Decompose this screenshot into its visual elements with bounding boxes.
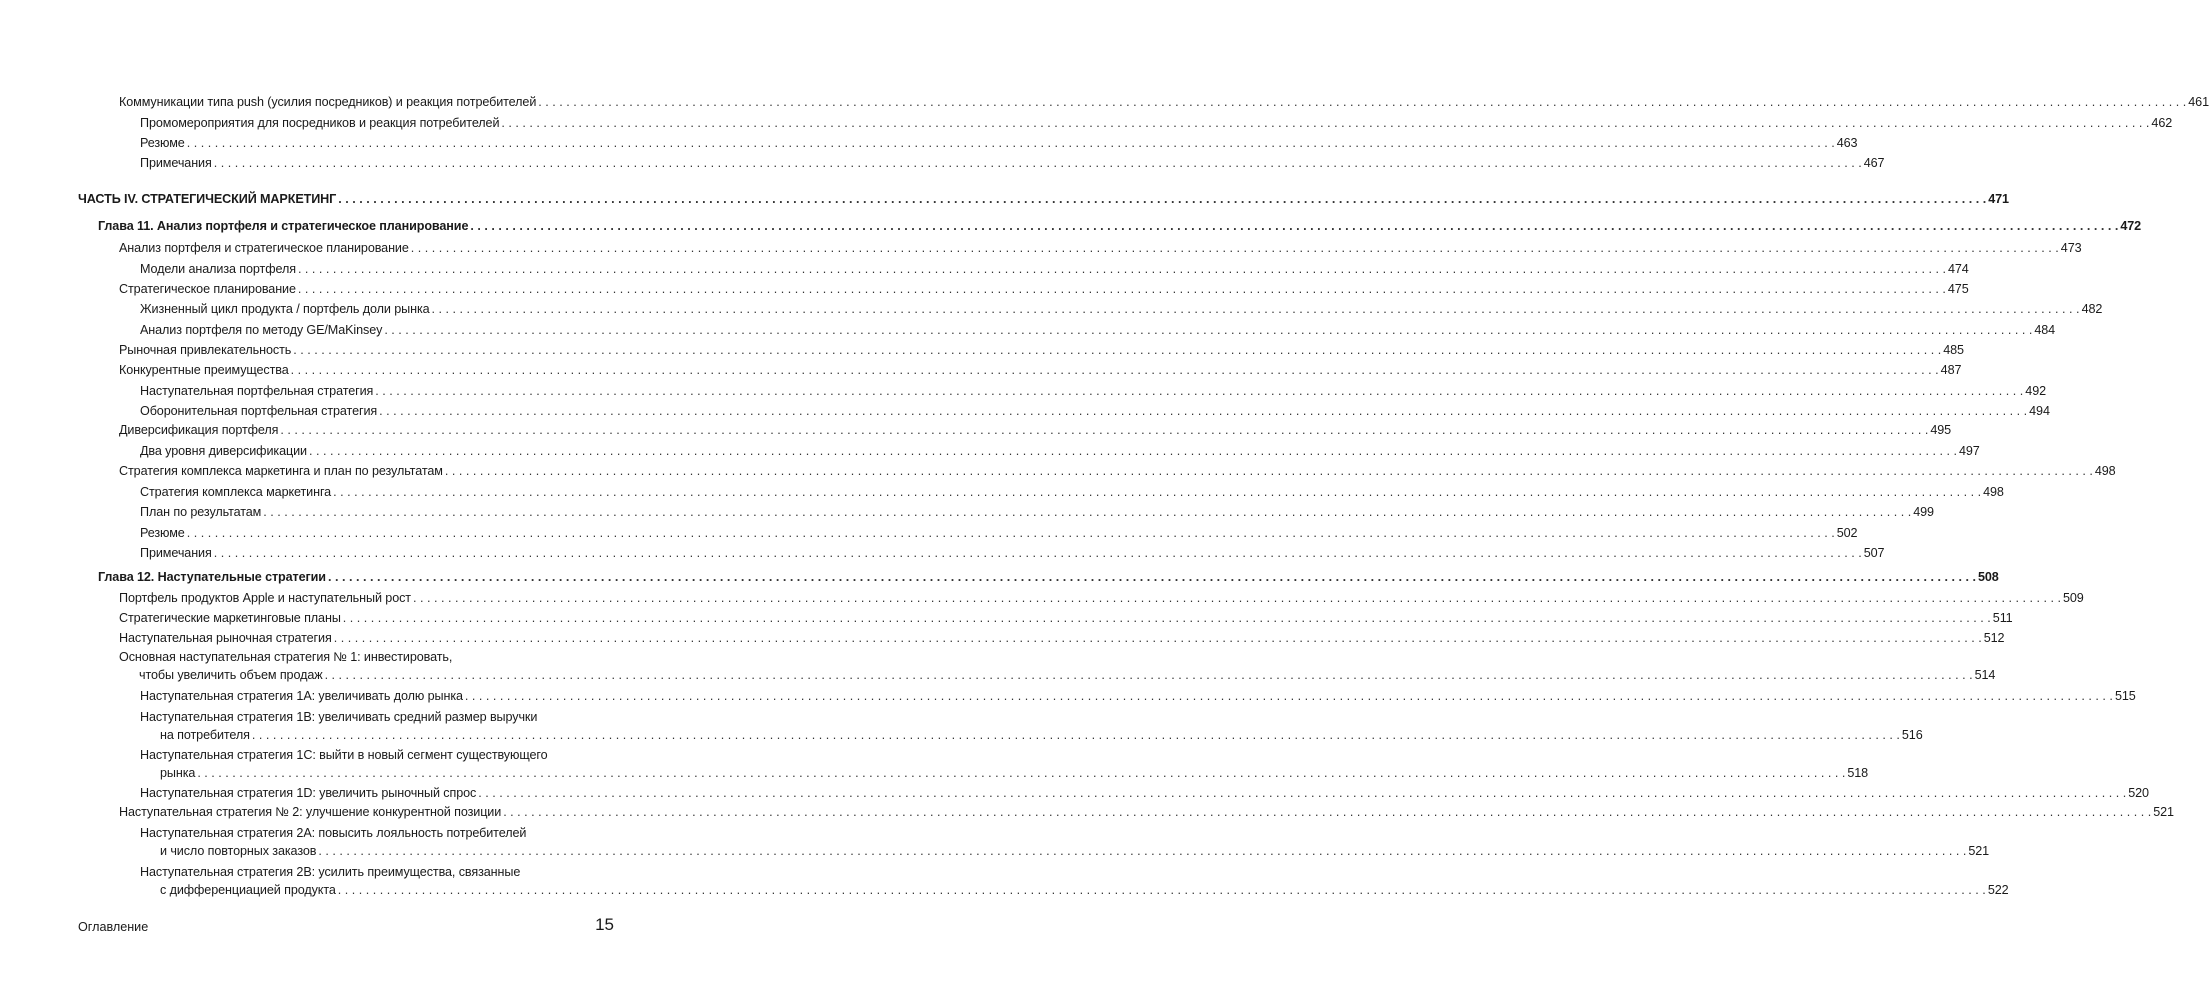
toc-page-number: 522 (1987, 883, 2009, 897)
toc-entry-title: Рыночная привлекательность (119, 343, 292, 357)
toc-page-number: 472 (2120, 219, 2142, 233)
toc-entry-title: Стратегия комплекса маркетинга (140, 485, 332, 499)
toc-page-number: 520 (2128, 786, 2149, 800)
dot-leader (334, 631, 1982, 646)
toc-entry[interactable] (119, 363, 1962, 378)
toc-page-number: 499 (1913, 505, 1934, 519)
toc-entry[interactable] (140, 546, 1885, 561)
toc-entry-title: План по результатам (140, 505, 262, 519)
toc-entry-title: Два уровня диверсификации (140, 444, 307, 458)
toc-page-number: 509 (2062, 591, 2084, 605)
toc-entry[interactable] (119, 343, 1964, 358)
dot-leader (470, 219, 2118, 234)
dot-leader (318, 844, 1966, 859)
toc-entry[interactable] (140, 136, 1858, 151)
toc-entry[interactable] (140, 262, 1969, 277)
toc-entry-title: Оборонительная портфельная стратегия (140, 404, 378, 418)
toc-entry-title: Глава 12. Наступательные стратегии (98, 570, 326, 584)
toc-entry-title: Стратегия комплекса маркетинга и план по результатам (119, 464, 443, 478)
toc-entry-title: Диверсификация портфеля (119, 423, 279, 437)
toc-entry[interactable] (119, 591, 2084, 606)
toc-page-number: 494 (2029, 404, 2050, 418)
dot-leader (291, 363, 1939, 378)
toc-entry[interactable] (119, 282, 1969, 297)
dot-leader (325, 668, 1973, 683)
toc-page-number: 463 (1836, 136, 1858, 150)
toc-page-number: 487 (1940, 363, 1962, 377)
dot-leader (293, 343, 1941, 358)
toc-entry[interactable] (119, 241, 2082, 256)
toc-entry-title: ЧАСТЬ IV. СТРАТЕГИЧЕСКИЙ МАРКЕТИНГ (78, 192, 337, 206)
dot-leader (187, 136, 1835, 151)
toc-page-number: 462 (2151, 116, 2173, 130)
toc-entry[interactable] (140, 116, 2173, 131)
toc-entry[interactable] (140, 786, 2149, 801)
toc-page-number: 484 (2034, 323, 2056, 337)
toc-entry[interactable] (160, 766, 1869, 781)
dot-leader (187, 526, 1835, 541)
toc-page-number: 498 (2094, 464, 2116, 478)
toc-entry[interactable] (78, 192, 2009, 207)
toc-entry-title: Анализ портфеля и стратегическое планирование (119, 241, 409, 255)
toc-entry[interactable] (140, 156, 1885, 171)
toc-entry[interactable] (140, 384, 2047, 399)
toc-page-number: 471 (1988, 192, 2009, 206)
toc-entry-title: Коммуникации типа push (усилия посредников) и реакция потребителей (119, 95, 537, 109)
toc-page-number: 461 (2188, 95, 2209, 109)
toc-entry-title: Резюме (140, 526, 185, 540)
toc-page-number: 467 (1863, 156, 1885, 170)
toc-entry[interactable] (119, 95, 2209, 110)
page-number: 15 (595, 915, 614, 934)
dot-leader (252, 728, 1900, 743)
toc-page-number: 497 (1958, 444, 1980, 458)
dot-leader (503, 805, 2151, 820)
toc-entry-title: Примечания (140, 546, 212, 560)
footer-label: Оглавление (78, 920, 149, 934)
dot-leader (263, 505, 1911, 520)
dot-leader (501, 116, 2149, 131)
toc-entry-title: Примечания (140, 156, 212, 170)
toc-page-number: 511 (1992, 611, 2013, 625)
toc-entry-title: и число повторных заказов (160, 844, 317, 858)
dot-leader (328, 570, 1976, 585)
toc-entry[interactable] (119, 423, 1952, 438)
toc-page-number: 521 (1968, 844, 1990, 858)
toc-entry-title: на потребителя (160, 728, 250, 742)
dot-leader (432, 302, 2080, 317)
dot-leader (465, 689, 2113, 704)
toc-entry-title: Стратегическое планирование (119, 282, 296, 296)
toc-page-number: 514 (1974, 668, 1996, 682)
toc-page-number: 498 (1983, 485, 2004, 499)
toc-entry-title: Анализ портфеля по методу GE/MaKinsey (140, 323, 383, 337)
dot-leader (338, 883, 1986, 898)
dot-leader (197, 766, 1845, 781)
toc-entry[interactable] (140, 323, 2056, 338)
toc-entry-title: Портфель продуктов Apple и наступательный рост (119, 591, 411, 605)
toc-entry[interactable] (140, 505, 1934, 520)
toc-page-number: 485 (1943, 343, 1964, 357)
toc-entry-title: Наступательная рыночная стратегия (119, 631, 332, 645)
toc-page-number: 482 (2081, 302, 2103, 316)
toc-entry-title: Конкурентные преимущества (119, 363, 289, 377)
toc-entry-title: Наступательная стратегия 1А: увеличивать долю рынка (140, 689, 463, 703)
dot-leader (379, 404, 2027, 419)
toc-entry-title: с дифференциацией продукта (160, 883, 336, 897)
toc-entry[interactable] (140, 444, 1980, 459)
toc-page-number: 518 (1847, 766, 1869, 780)
toc-page-number: 508 (1977, 570, 1999, 584)
toc-entry-title: Наступательная стратегия № 2: улучшение конкурентной позиции (119, 805, 502, 819)
dot-leader (338, 192, 1986, 207)
toc-entry-title: Наступательная портфельная стратегия (140, 384, 374, 398)
toc-entry[interactable] (140, 485, 2004, 500)
toc-entry[interactable] (119, 464, 2116, 479)
toc-page-number: 516 (1901, 728, 1923, 742)
toc-entry[interactable] (160, 844, 1990, 859)
dot-leader (375, 384, 2023, 399)
dot-leader (445, 464, 2093, 479)
toc-entry-text-line1: Наступательная стратегия 2В: усилить преимущества, связанные (140, 865, 521, 879)
toc-entry-title: рынка (160, 766, 196, 780)
toc-page-number: 507 (1863, 546, 1885, 560)
toc-entry-title: Жизненный цикл продукта / портфель доли рынка (140, 302, 430, 316)
toc-entry[interactable] (160, 728, 1923, 743)
toc-entry[interactable] (140, 689, 2136, 704)
toc-entry[interactable] (119, 805, 2174, 820)
toc-entry-text-line1: Наступательная стратегия 1В: увеличивать средний размер выручки (140, 710, 538, 724)
dot-leader (298, 262, 1946, 277)
toc-entry[interactable] (98, 219, 2142, 234)
toc-page-number: 492 (2025, 384, 2047, 398)
toc-page-number: 515 (2114, 689, 2136, 703)
dot-leader (280, 423, 1928, 438)
toc-page-number: 495 (1930, 423, 1952, 437)
dot-leader (538, 95, 2186, 110)
dot-leader (214, 546, 1862, 561)
toc-entry-text-line1: Наступательная стратегия 1С: выйти в новый сегмент существующего (140, 748, 548, 762)
dot-leader (384, 323, 2032, 338)
dot-leader (333, 485, 1981, 500)
dot-leader (309, 444, 1957, 459)
toc-entry-text-line1: Основная наступательная стратегия № 1: инвестировать, (119, 650, 453, 664)
dot-leader (298, 282, 1946, 297)
toc-page-number: 512 (1983, 631, 2005, 645)
toc-page-number: 473 (2060, 241, 2082, 255)
toc-entry-title: чтобы увеличить объем продаж (139, 668, 323, 682)
toc-entry[interactable] (98, 570, 1999, 585)
toc-entry-title: Промомероприятия для посредников и реакция потребителей (140, 116, 500, 130)
toc-entry[interactable] (139, 668, 1996, 683)
toc-entry-title: Резюме (140, 136, 185, 150)
toc-entry-text-line1: Наступательная стратегия 2А: повысить лояльность потребителей (140, 826, 527, 840)
toc-entry[interactable] (119, 631, 2005, 646)
toc-entry-title: Модели анализа портфеля (140, 262, 296, 276)
toc-page-number: 474 (1947, 262, 1969, 276)
toc-entry[interactable] (119, 611, 2013, 626)
toc-entry[interactable] (160, 883, 2009, 898)
toc-entry-title: Наступательная стратегия 1D: увеличить рыночный спрос (140, 786, 477, 800)
dot-leader (413, 591, 2061, 606)
dot-leader (478, 786, 2126, 801)
toc-page-number: 521 (2153, 805, 2174, 819)
toc-page-number: 502 (1836, 526, 1858, 540)
dot-leader (214, 156, 1862, 171)
toc-page-number: 475 (1947, 282, 1969, 296)
toc-entry[interactable] (140, 526, 1858, 541)
toc-entry-title: Глава 11. Анализ портфеля и стратегическое планирование (98, 219, 469, 233)
toc-entry-title: Стратегические маркетинговые планы (119, 611, 341, 625)
dot-leader (343, 611, 1991, 626)
dot-leader (411, 241, 2059, 256)
toc-entry[interactable] (140, 404, 2050, 419)
toc-entry[interactable] (140, 302, 2103, 317)
